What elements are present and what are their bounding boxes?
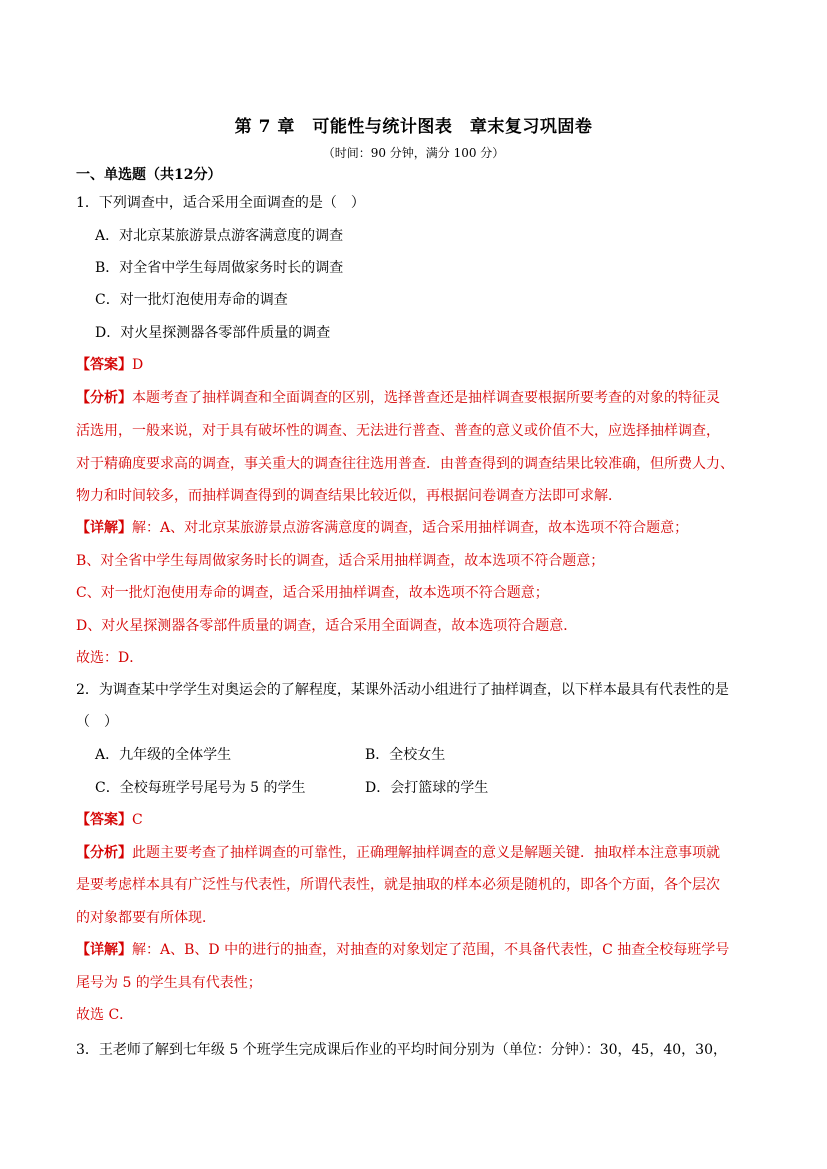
q1-analysis-line: 活选用，一般来说，对于具有破坏性的调查、无法进行普查、普查的意义或价值不大，应选择抽样调查， bbox=[76, 423, 720, 439]
q2-analysis-line: 的对象都要有所体现． bbox=[76, 910, 216, 926]
q1-detail-line: C、对一批灯泡使用寿命的调查，适合采用抽样调查，故本选项不符合题意； bbox=[76, 585, 549, 601]
q2-conclusion: 故选 C． bbox=[76, 1007, 134, 1023]
q1-analysis-line bbox=[76, 388, 720, 408]
analysis-tag: 【分析】 bbox=[76, 390, 132, 406]
page-subtitle: （时间：90 分钟，满分 100 分） bbox=[322, 146, 505, 160]
analysis-tag: 【分析】 bbox=[76, 845, 132, 861]
q1-analysis-line: 物力和时间较多，而抽样调查得到的调查结果比较近似，再根据问卷调查方法即可求解． bbox=[76, 488, 622, 504]
q2-analysis-line: 是要考虑样本具有广泛性与代表性，所谓代表性，就是抽取的样本必须是随机的，即各个方面，各个层次 bbox=[76, 877, 720, 893]
detail-tag: 【详解】 bbox=[76, 520, 132, 536]
q2-option-a: A．九年级的全体学生 bbox=[95, 747, 232, 763]
q1-option-a: A．对北京某旅游景点游客满意度的调查 bbox=[95, 228, 344, 244]
analysis-text: 本题考查了抽样调查和全面调查的区别，选择普查还是抽样调查要根据所要考查的对象的特征灵 bbox=[132, 390, 720, 406]
detail-text: 解：A、对北京某旅游景点游客满意度的调查，适合采用抽样调查，故本选项不符合题意； bbox=[132, 520, 689, 536]
analysis-text: 此题主要考查了抽样调查的可靠性，正确理解抽样调查的意义是解题关键．抽取样本注意事项就 bbox=[132, 845, 720, 861]
q3-stem: 3．王老师了解到七年级 5 个班学生完成课后作业的平均时间分别为（单位：分钟）：30，45，40，30， bbox=[76, 1042, 727, 1058]
detail-tag: 【详解】 bbox=[76, 942, 132, 958]
q2-option-c: C．全校每班学号尾号为 5 的学生 bbox=[95, 780, 306, 796]
q1-answer bbox=[76, 355, 143, 375]
q2-detail-line bbox=[76, 940, 729, 960]
q1-conclusion: 故选：D． bbox=[76, 650, 144, 666]
q2-answer bbox=[76, 810, 143, 830]
q1-stem: 1．下列调查中，适合采用全面调查的是（ ） bbox=[76, 195, 365, 211]
q2-stem: 2．为调查某中学学生对奥运会的了解程度，某课外活动小组进行了抽样调查，以下样本最具有代表性的是 bbox=[76, 682, 729, 698]
q2-detail-line: 尾号为 5 的学生具有代表性； bbox=[76, 975, 262, 991]
q1-detail-line bbox=[76, 518, 688, 538]
q2-option-b: B．全校女生 bbox=[365, 747, 446, 763]
page-title: 第 7 章 可能性与统计图表 章末复习巩固卷 bbox=[234, 117, 593, 137]
answer-tag: 【答案】 bbox=[76, 357, 132, 373]
q2-option-d: D．会打篮球的学生 bbox=[365, 780, 489, 796]
detail-text: 解：A、B、D 中的进行的抽查，对抽查的对象划定了范围，不具备代表性，C 抽查全校每班学号 bbox=[132, 942, 730, 958]
q1-detail-line: D、对火星探测器各零部件质量的调查，适合采用全面调查，故本选项符合题意． bbox=[76, 618, 578, 634]
q1-detail-line: B、对全省中学生每周做家务时长的调查，适合采用抽样调查，故本选项不符合题意； bbox=[76, 553, 605, 569]
q1-analysis-line: 对于精确度要求高的调查，事关重大的调查往往选用普查．由普查得到的调查结果比较准确，但所费人力、 bbox=[76, 456, 734, 472]
q2-analysis-line bbox=[76, 843, 720, 863]
answer-value: D bbox=[132, 357, 144, 373]
answer-tag: 【答案】 bbox=[76, 812, 132, 828]
section-heading: 一、单选题（共12分） bbox=[76, 167, 222, 183]
answer-value: C bbox=[132, 812, 143, 828]
q1-option-b: B．对全省中学生每周做家务时长的调查 bbox=[95, 260, 344, 276]
q1-option-c: C．对一批灯泡使用寿命的调查 bbox=[95, 292, 288, 308]
q2-stem: （ ） bbox=[76, 714, 118, 730]
q1-option-d: D．对火星探测器各零部件质量的调查 bbox=[95, 325, 331, 341]
